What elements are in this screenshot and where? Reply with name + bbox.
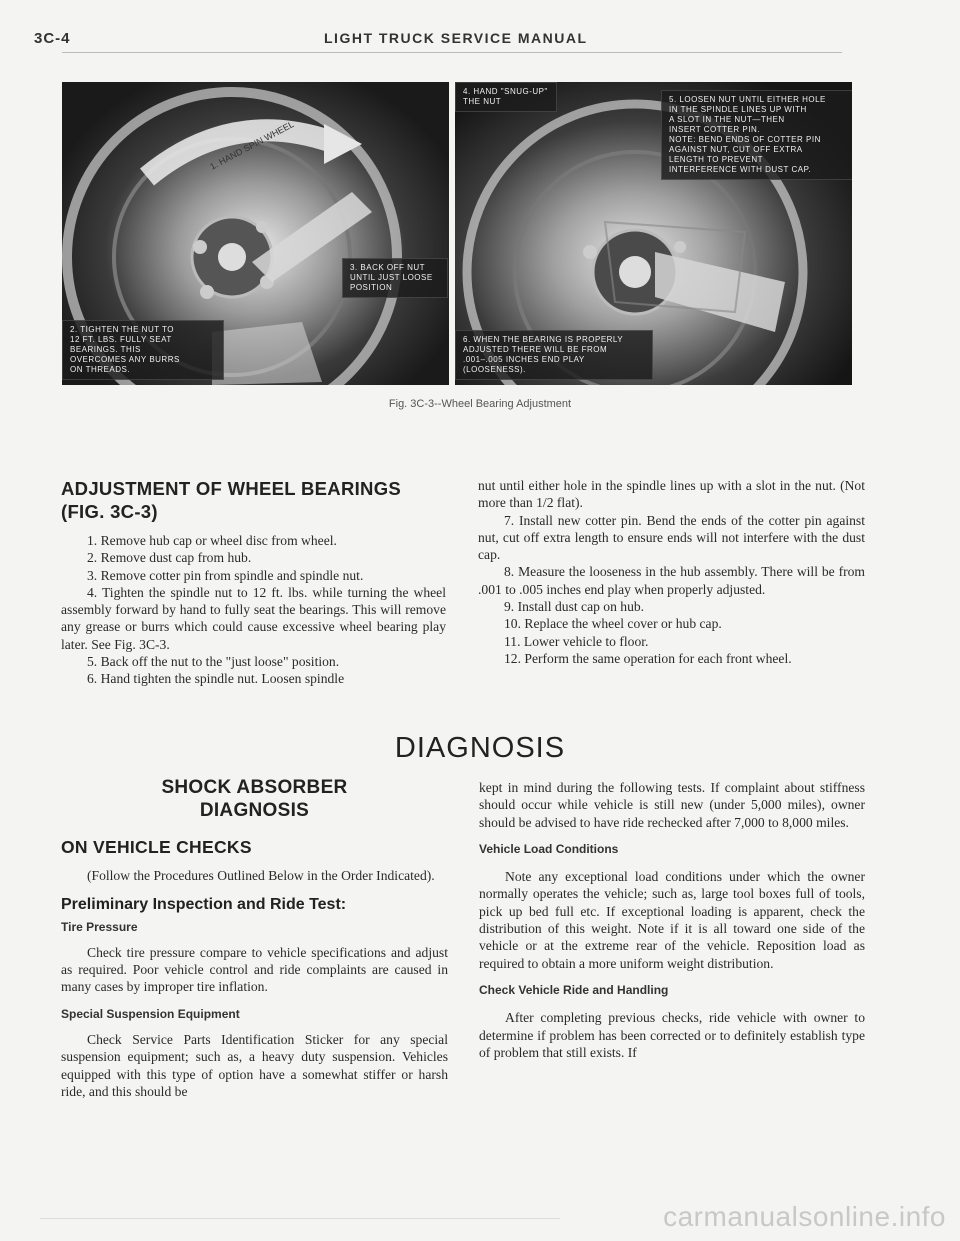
tire-pressure-heading: Tire Pressure bbox=[61, 919, 138, 934]
tire-pressure-text: Check tire pressure compare to vehicle specifications and adjust as required. Poor vehicle control and ride complaints are caused in many cases by improper tire inflation. bbox=[61, 944, 448, 995]
step-5: 5. Back off the nut to the "just loose" position. bbox=[87, 654, 340, 670]
callout-6: 6. WHEN THE BEARING IS PROPERLY ADJUSTED THERE WILL BE FROM .001–.005 INCHES END PLAY (LOOSENESS). bbox=[455, 330, 653, 380]
step-11: 11. Lower vehicle to floor. bbox=[504, 633, 649, 649]
shock-absorber-heading bbox=[61, 776, 448, 822]
ride-handling-heading: Check Vehicle Ride and Handling bbox=[479, 982, 669, 997]
wheel-bearing-figure bbox=[62, 82, 852, 385]
step-12: 12. Perform the same operation for each front wheel. bbox=[504, 650, 792, 666]
step-6-continued: nut until either hole in the spindle lines up with a slot in the nut. (Not more than 1/2 flat). bbox=[478, 478, 865, 511]
preliminary-inspection-heading: Preliminary Inspection and Ride Test: bbox=[61, 896, 347, 914]
callout-4: 4. HAND "SNUG-UP" THE NUT bbox=[455, 82, 557, 112]
step-6: 6. Hand tighten the spindle nut. Loosen spindle bbox=[87, 671, 345, 687]
svg-text:1. HAND SPIN WHEEL: 1. HAND SPIN WHEEL bbox=[208, 119, 296, 172]
on-vehicle-checks-text: (Follow the Procedures Outlined Below in the Order Indicated). bbox=[87, 868, 435, 883]
step-4: 4. Tighten the spindle nut to 12 ft. lbs. while turning the wheel assembly forward by hand to fully seat the bearings. This will remove any grease or burrs which could cause excessive wheel bearing play later. See Fig. 3C-3. bbox=[61, 584, 446, 652]
bottom-rule bbox=[40, 1218, 560, 1219]
callout-2: 2. TIGHTEN THE NUT TO 12 FT. LBS. FULLY SEAT BEARINGS. THIS OVERCOMES ANY BURRS ON THREADS. bbox=[62, 320, 224, 380]
step-7: 7. Install new cotter pin. Bend the ends of the cotter pin against nut, cut off extra length to ensure ends will not interfere with the dust cap. bbox=[478, 512, 865, 563]
kept-in-mind-text: kept in mind during the following tests. If complaint about stiffness should occur while vehicle is still new (under 5,000 miles), owner should be advised to have ride rechecked after 7,000 to 8,000 miles. bbox=[479, 780, 865, 830]
step-9: 9. Install dust cap on hub. bbox=[504, 599, 645, 615]
shock-heading-line2: DIAGNOSIS bbox=[199, 800, 310, 821]
step-8: 8. Measure the looseness in the hub assembly. There will be from .001 to .005 inches end play when properly adjusted. bbox=[478, 564, 865, 597]
callout-3: 3. BACK OFF NUT UNTIL JUST LOOSE POSITION bbox=[342, 258, 448, 298]
step-1: 1. Remove hub cap or wheel disc from wheel. bbox=[87, 533, 337, 548]
step-3: 3. Remove cotter pin from spindle and spindle nut. bbox=[87, 567, 364, 583]
vehicle-load-heading: Vehicle Load Conditions bbox=[479, 841, 619, 856]
adjustment-heading bbox=[61, 477, 446, 523]
step-10: 10. Replace the wheel cover or hub cap. bbox=[504, 616, 722, 632]
figure-caption: Fig. 3C-3--Wheel Bearing Adjustment bbox=[388, 398, 572, 410]
running-title: LIGHT TRUCK SERVICE MANUAL bbox=[324, 30, 588, 46]
photo-left-wheel bbox=[62, 82, 449, 385]
page-number: 3C-4 bbox=[34, 30, 71, 47]
shock-heading-line1: SHOCK ABSORBER bbox=[161, 777, 348, 798]
diagnosis-column-right bbox=[479, 779, 865, 1061]
ride-handling-text: After completing previous checks, ride vehicle with owner to determine if problem has been corrected or to definitely establish type of problem that still exists. If bbox=[479, 1010, 865, 1060]
adjustment-column-left bbox=[61, 477, 446, 688]
header-rule bbox=[62, 52, 842, 53]
diagnosis-column-left bbox=[61, 776, 448, 1100]
photo-right-wheel bbox=[455, 82, 852, 385]
adjustment-column-right bbox=[478, 477, 865, 667]
diagnosis-title: DIAGNOSIS bbox=[394, 732, 566, 764]
adjustment-heading-line2: (FIG. 3C-3) bbox=[61, 501, 158, 522]
adjustment-heading-line1: ADJUSTMENT OF WHEEL BEARINGS bbox=[61, 478, 402, 499]
special-suspension-heading: Special Suspension Equipment bbox=[61, 1006, 240, 1021]
on-vehicle-checks-heading: ON VEHICLE CHECKS bbox=[61, 837, 252, 857]
watermark: carmanualsonline.info bbox=[663, 1201, 946, 1232]
special-suspension-text: Check Service Parts Identification Sticker for any special suspension equipment; such as, a heavy duty suspension. Vehicles equipped with this type of option have a somewhat stiffer or harsh ride, and this should be bbox=[61, 1032, 448, 1099]
vehicle-load-text: Note any exceptional load conditions under which the owner normally operates the vehicle; such as, large tool boxes full of tools, pick up bed full etc. If exceptional loading is apparent, check the distribution of this weight. Note if it is all toward one side of the vehicle or at the extreme rear of the vehicle. Reposition load as required to obtain a more uniform weight distribution. bbox=[479, 869, 865, 971]
step-2: 2. Remove dust cap from hub. bbox=[87, 550, 252, 566]
callout-5: 5. LOOSEN NUT UNTIL EITHER HOLE IN THE SPINDLE LINES UP WITH A SLOT IN THE NUT—THEN INSERT COTTER PIN. NOTE: BEND ENDS OF COTTER PIN AGAINST NUT, CUT OFF EXTRA LENGTH TO PREVENT INTERFERENCE WITH DUST CAP. bbox=[661, 90, 852, 180]
